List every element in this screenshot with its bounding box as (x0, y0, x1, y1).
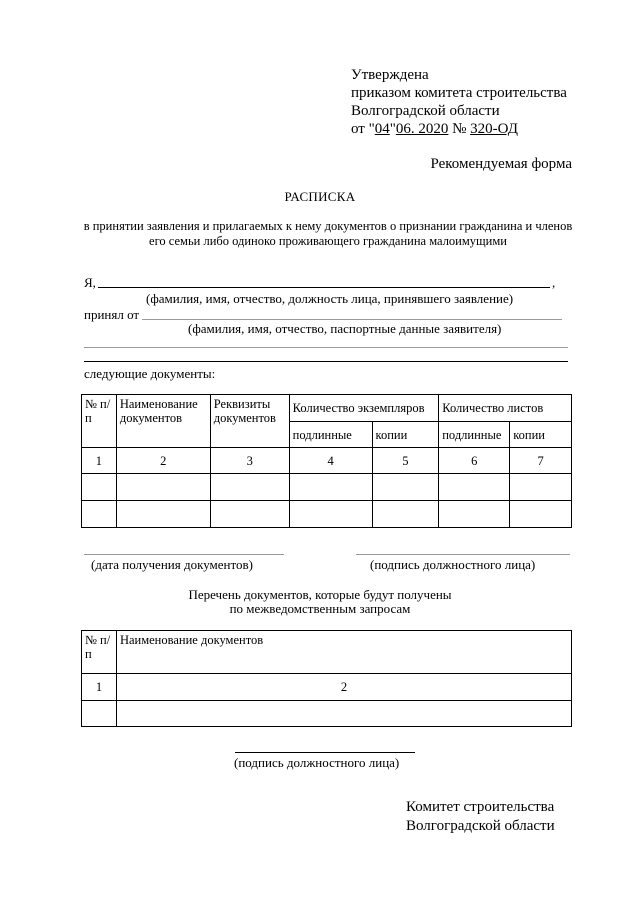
receiver-name-field[interactable] (98, 287, 550, 288)
i-label: Я, (84, 275, 96, 290)
header-sheets-originals: подлинные (439, 422, 510, 448)
header-num: № п/п (82, 631, 117, 674)
header-sheets-count: Количество листов (439, 395, 572, 422)
accepted-from-label: принял от (84, 307, 140, 322)
header-copies: копии (372, 422, 439, 448)
col-number: 7 (510, 448, 572, 474)
header-doc-name: Наименование документов (116, 631, 571, 674)
date-received-field[interactable] (84, 554, 284, 555)
interagency-title-1: Перечень документов, которые будут получены (188, 587, 452, 602)
applicant-extra-line-2[interactable] (84, 361, 568, 362)
approval-number: 320-ОД (470, 121, 518, 137)
col-number: 5 (372, 448, 439, 474)
numbering-row (82, 674, 572, 701)
approval-prefix: от " (351, 121, 375, 137)
approval-block (351, 66, 567, 138)
header-doc-name: Наименование документов (116, 395, 210, 448)
table-cell[interactable] (439, 501, 510, 528)
header-requisites: Реквизиты документов (210, 395, 289, 448)
table-cell[interactable] (116, 701, 571, 727)
footer-line-2: Волгоградской области (406, 818, 555, 834)
table-cell[interactable] (210, 501, 289, 528)
interagency-title-2: по межведомственным запросам (229, 601, 411, 616)
recommended-form-label: Рекомендуемая форма (430, 156, 572, 172)
table-cell[interactable] (82, 701, 117, 727)
applicant-extra-line-1[interactable] (84, 347, 568, 348)
col-number: 1 (82, 674, 117, 701)
approval-line-1: Утверждена (351, 67, 429, 83)
following-docs-label: следующие документы: (84, 366, 216, 381)
table-cell[interactable] (372, 501, 439, 528)
header-num: № п/п (82, 395, 117, 448)
table-row (82, 701, 572, 727)
numbering-row (82, 448, 572, 474)
approval-no-sign: № (448, 121, 471, 137)
table-cell[interactable] (289, 501, 372, 528)
header-copies-count: Количество экземпляров (289, 395, 439, 422)
official-signature-caption-2: (подпись должностного лица) (234, 755, 400, 770)
col-number: 6 (439, 448, 510, 474)
table-row (82, 501, 572, 528)
approval-quote: " (389, 121, 396, 137)
table-cell[interactable] (82, 501, 117, 528)
approval-date-line (351, 120, 567, 138)
col-number: 2 (116, 448, 210, 474)
col-number: 1 (82, 448, 117, 474)
footer-block (406, 798, 555, 836)
header-originals: подлинные (289, 422, 372, 448)
table-cell[interactable] (82, 474, 117, 501)
approval-line-3: Волгоградской области (351, 103, 500, 119)
approval-line-2: приказом комитета строительства (351, 85, 567, 101)
approval-day: 04 (374, 121, 390, 137)
table-cell[interactable] (439, 474, 510, 501)
col-number: 2 (116, 674, 571, 701)
table-row (82, 474, 572, 501)
interagency-table (81, 630, 572, 727)
applicant-caption: (фамилия, имя, отчество, паспортные данные заявителя) (188, 321, 502, 336)
approval-month-year: 06. 2020 (395, 121, 449, 137)
table-cell[interactable] (289, 474, 372, 501)
official-signature-field[interactable] (356, 554, 570, 555)
official-signature-caption: (подпись должностного лица) (370, 557, 536, 572)
table-cell[interactable] (510, 474, 572, 501)
col-number: 4 (289, 448, 372, 474)
date-received-caption: (дата получения документов) (91, 557, 253, 572)
document-subtitle: в принятии заявления и прилагаемых к нему документов о признании гражданина и членов его семьи либо одиноко проживающего гражданина малоимущими (83, 219, 573, 248)
official-signature-field-2[interactable] (235, 752, 415, 753)
table-cell[interactable] (510, 501, 572, 528)
table-cell[interactable] (116, 501, 210, 528)
document-title: РАСПИСКА (284, 189, 356, 204)
i-comma: , (552, 275, 556, 290)
table-cell[interactable] (210, 474, 289, 501)
header-sheets-copies: копии (510, 422, 572, 448)
col-number: 3 (210, 448, 289, 474)
footer-line-1: Комитет строительства (406, 799, 555, 815)
applicant-name-field[interactable] (142, 319, 562, 320)
documents-table (81, 394, 572, 528)
table-cell[interactable] (116, 474, 210, 501)
table-cell[interactable] (372, 474, 439, 501)
receiver-caption: (фамилия, имя, отчество, должность лица, принявшего заявление) (146, 291, 514, 306)
